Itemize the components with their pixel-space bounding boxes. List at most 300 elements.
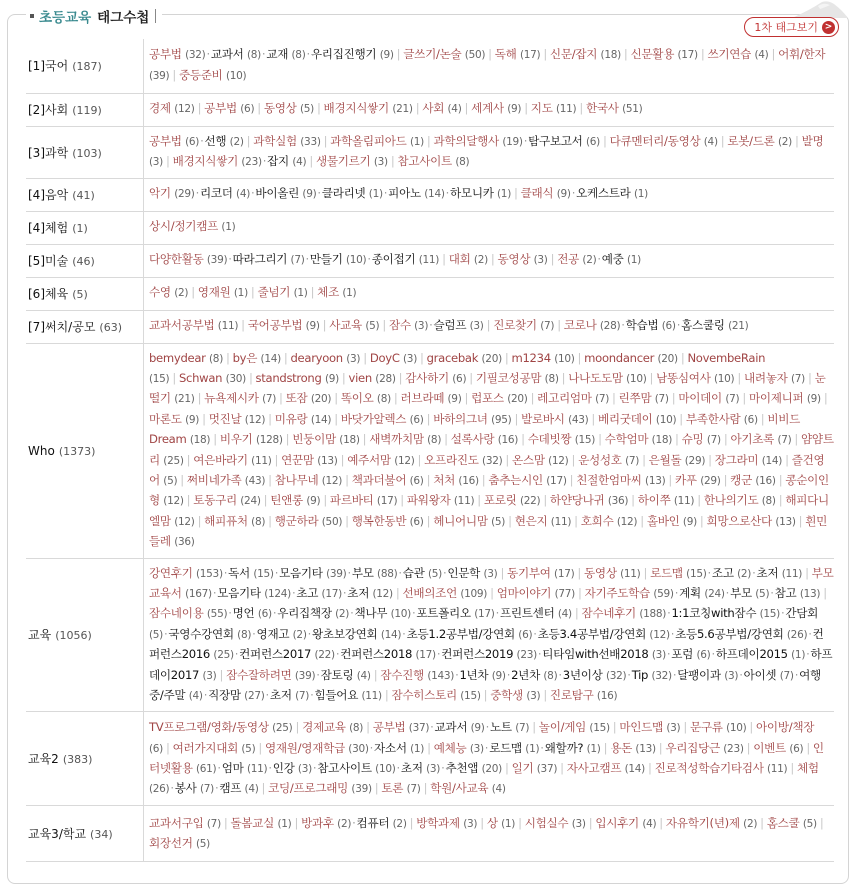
tag-link[interactable]: [397, 154, 469, 168]
tag-link[interactable]: [226, 668, 315, 682]
tag-link[interactable]: [511, 351, 574, 365]
tag-link[interactable]: [690, 720, 746, 734]
tag-link[interactable]: [292, 432, 359, 446]
tag-separator: |: [341, 370, 346, 385]
tag-link[interactable]: [757, 566, 803, 580]
tag-link[interactable]: [550, 47, 621, 61]
tag-link[interactable]: [211, 47, 261, 61]
tag-link[interactable]: [149, 351, 223, 365]
tag-link[interactable]: [521, 186, 571, 200]
tag-link[interactable]: [550, 688, 617, 702]
tag-count: (3): [483, 567, 498, 580]
tag-link[interactable]: [389, 318, 428, 332]
tag-label: 독해: [494, 47, 517, 62]
tag-link[interactable]: [228, 566, 274, 580]
tag-count: (16): [755, 474, 776, 487]
tag-link[interactable]: [568, 371, 646, 385]
tag-link[interactable]: [173, 741, 256, 755]
tag-link[interactable]: [564, 318, 620, 332]
tag-link[interactable]: [537, 391, 609, 405]
tag-link[interactable]: [563, 668, 627, 682]
tag-link[interactable]: [256, 371, 339, 385]
tag-link[interactable]: [416, 606, 494, 620]
category-count: (1056): [55, 629, 92, 643]
tag-link[interactable]: [324, 101, 413, 115]
tag-link[interactable]: [434, 318, 484, 332]
tag-link[interactable]: [173, 154, 262, 168]
tag-link[interactable]: [707, 514, 796, 528]
tag-link[interactable]: [744, 668, 794, 682]
tag-link[interactable]: [204, 514, 265, 528]
category-name[interactable]: [4]음악: [28, 188, 69, 202]
tag-label: 우리집진행기: [310, 47, 377, 62]
tag-link[interactable]: [671, 606, 780, 620]
tag-link[interactable]: [632, 668, 672, 682]
tag-label: 교과서공부법: [149, 318, 215, 333]
tag-link[interactable]: [401, 391, 462, 405]
tag-link[interactable]: [330, 134, 424, 148]
tag-link[interactable]: [753, 741, 803, 755]
tag-link[interactable]: [266, 47, 305, 61]
tag-link[interactable]: [388, 186, 444, 200]
tag-link[interactable]: [175, 781, 214, 795]
tag-link[interactable]: [497, 586, 575, 600]
tag-link[interactable]: [352, 514, 424, 528]
tag-link[interactable]: [233, 351, 281, 365]
category-name[interactable]: [4]체험: [28, 221, 69, 235]
tag-link[interactable]: [149, 720, 292, 734]
tag-label: 경제: [149, 101, 171, 116]
tag-link[interactable]: [275, 473, 342, 487]
category-name[interactable]: 교육2: [28, 752, 59, 767]
tag-link[interactable]: [277, 606, 349, 620]
tag-link[interactable]: [707, 47, 768, 61]
tag-link[interactable]: [200, 186, 250, 200]
tag-link[interactable]: [230, 816, 291, 830]
tag-count: (8): [349, 722, 364, 735]
tag-link[interactable]: [655, 761, 788, 775]
tag-link[interactable]: [550, 493, 628, 507]
tag-link[interactable]: [433, 412, 511, 426]
tag-link[interactable]: [279, 566, 346, 580]
tag-label: 컨퍼런스2018: [340, 647, 413, 662]
tag-separator: |: [345, 472, 349, 487]
tag-link[interactable]: [578, 453, 639, 467]
tag-label: 코로나: [563, 318, 597, 333]
tag-link[interactable]: [219, 781, 258, 795]
tag-link[interactable]: [381, 781, 420, 795]
tag-link[interactable]: [401, 761, 440, 775]
tag-link[interactable]: [341, 412, 424, 426]
tag-link[interactable]: [602, 252, 641, 266]
tag-link[interactable]: [512, 761, 558, 775]
tag-link[interactable]: [391, 688, 480, 702]
tag-link[interactable]: [407, 627, 533, 641]
tag-separator: |: [481, 472, 486, 487]
tag-link[interactable]: [321, 668, 371, 682]
tag-link[interactable]: [586, 101, 642, 115]
tag-link[interactable]: [187, 473, 265, 487]
tag-link[interactable]: [149, 816, 221, 830]
tag-separator: |: [250, 285, 255, 300]
tag-label: 직장맘: [208, 688, 241, 702]
tag-link[interactable]: [372, 252, 439, 266]
tag-link[interactable]: [270, 688, 309, 702]
tag-link[interactable]: [459, 668, 505, 682]
tag-link[interactable]: [584, 351, 678, 365]
tag-link[interactable]: [515, 514, 571, 528]
tag-link[interactable]: [179, 371, 246, 385]
tag-link[interactable]: [581, 514, 637, 528]
tag-link[interactable]: [598, 412, 676, 426]
tag-link[interactable]: [585, 586, 674, 600]
tag-label: 홀바인: [646, 513, 680, 528]
tag-count: (3): [469, 320, 484, 333]
tag-link[interactable]: [749, 391, 821, 405]
tag-link[interactable]: [193, 453, 271, 467]
tag-link[interactable]: [149, 186, 195, 200]
category-name[interactable]: [3]과학: [28, 145, 69, 160]
tag-link[interactable]: [656, 371, 734, 385]
tag-link[interactable]: [198, 285, 248, 299]
tags-cell: [144, 277, 835, 310]
tag-link[interactable]: [434, 134, 523, 148]
tag-link[interactable]: [193, 493, 260, 507]
tag-link[interactable]: [352, 473, 424, 487]
tag-separator: ·: [597, 252, 601, 267]
tag-link[interactable]: [744, 371, 805, 385]
tag-link[interactable]: [255, 186, 316, 200]
tag-link[interactable]: [619, 391, 669, 405]
tag-link[interactable]: [682, 432, 721, 446]
title-label: 태그수첩: [97, 10, 150, 26]
tag-link[interactable]: [576, 186, 648, 200]
tag-count: (37): [408, 722, 430, 735]
tag-link[interactable]: [149, 836, 210, 850]
tag-label: 지도: [530, 101, 553, 116]
tag-link[interactable]: [567, 761, 645, 775]
tag-link[interactable]: [265, 741, 369, 755]
tag-link[interactable]: [775, 586, 821, 600]
tag-separator: |: [571, 452, 576, 467]
tag-link[interactable]: [341, 391, 391, 405]
tag-link[interactable]: [528, 134, 600, 148]
tag-link[interactable]: [605, 432, 672, 446]
tag-link[interactable]: [576, 473, 665, 487]
tag-link[interactable]: [373, 720, 429, 734]
tag-link[interactable]: [149, 219, 235, 233]
tag-link[interactable]: [248, 318, 320, 332]
tag-link[interactable]: [329, 318, 379, 332]
tag-separator: |: [574, 606, 579, 621]
tag-link[interactable]: [403, 566, 442, 580]
category-name[interactable]: [7]써치/공모: [28, 320, 96, 334]
tag-link[interactable]: [402, 586, 487, 600]
tag-link[interactable]: [316, 154, 388, 168]
tag-link[interactable]: [253, 134, 320, 148]
tag-link[interactable]: [595, 816, 656, 830]
tag-link[interactable]: [507, 566, 574, 580]
tag-link[interactable]: [281, 453, 337, 467]
tag-link[interactable]: [678, 391, 739, 405]
category-name[interactable]: [2]사회: [28, 103, 69, 117]
tag-link[interactable]: [451, 432, 518, 446]
tag-link[interactable]: [149, 252, 227, 266]
tag-link[interactable]: [476, 371, 559, 385]
tag-label: 잡지: [267, 154, 289, 168]
tag-link[interactable]: [490, 720, 529, 734]
tag-link[interactable]: [521, 412, 588, 426]
tag-link[interactable]: [233, 252, 305, 266]
tag-link[interactable]: [268, 781, 372, 795]
tag-link[interactable]: [347, 453, 414, 467]
tag-link[interactable]: [649, 453, 705, 467]
tag-link[interactable]: [149, 318, 238, 332]
tag-label: 바이올린: [255, 186, 300, 201]
tag-link[interactable]: [434, 741, 484, 755]
tag-separator: |: [643, 565, 648, 580]
category-name[interactable]: [6]체육: [28, 287, 69, 301]
tag-link[interactable]: [264, 101, 314, 115]
tag-link[interactable]: [267, 154, 306, 168]
tag-link[interactable]: [626, 318, 676, 332]
tag-link[interactable]: [317, 285, 356, 299]
tag-label: 춤추는시인: [488, 472, 543, 487]
tag-separator: ·: [398, 565, 402, 580]
tag-link[interactable]: [149, 412, 199, 426]
first-tag-view-label: 1차 태그보기: [754, 21, 818, 34]
category-name[interactable]: 교육: [28, 628, 52, 643]
tag-link[interactable]: [204, 101, 254, 115]
tag-link[interactable]: [675, 627, 807, 641]
tag-link[interactable]: [149, 134, 199, 148]
tag-link[interactable]: [441, 647, 537, 661]
tag-link[interactable]: [435, 720, 485, 734]
tag-link[interactable]: [704, 493, 776, 507]
tag-label: 문구류: [689, 720, 723, 735]
tag-link[interactable]: [610, 741, 656, 755]
tag-link[interactable]: [671, 647, 710, 661]
tag-link[interactable]: [204, 391, 276, 405]
tag-link[interactable]: [666, 816, 757, 830]
tag-link[interactable]: [538, 627, 670, 641]
tag-link[interactable]: [427, 351, 502, 365]
tag-link[interactable]: [489, 741, 539, 755]
tag-link[interactable]: [433, 514, 505, 528]
tag-separator: ·: [430, 720, 434, 735]
tag-link[interactable]: [403, 47, 485, 61]
tag-link[interactable]: [149, 566, 223, 580]
tag-link[interactable]: [610, 134, 718, 148]
tag-link[interactable]: [584, 566, 640, 580]
tag-link[interactable]: [715, 453, 782, 467]
tag-link[interactable]: [149, 285, 188, 299]
tag-link[interactable]: [450, 186, 511, 200]
tag-separator: |: [807, 370, 812, 385]
tag-link[interactable]: [357, 816, 407, 830]
tag-link[interactable]: [349, 371, 396, 385]
tag-count: (29): [174, 188, 195, 201]
tag-link[interactable]: [679, 586, 725, 600]
tag-link[interactable]: [149, 47, 205, 61]
tag-link[interactable]: [495, 47, 541, 61]
tag-link[interactable]: [312, 627, 401, 641]
tag-link[interactable]: [727, 134, 792, 148]
tag-link[interactable]: [168, 627, 251, 641]
tag-link[interactable]: [712, 566, 751, 580]
tag-link[interactable]: [354, 606, 410, 620]
tag-link[interactable]: [380, 668, 454, 682]
tag-link[interactable]: [487, 816, 515, 830]
tag-label: 해피다니엘맘: [149, 493, 829, 528]
tag-label: 비우기: [219, 432, 253, 447]
tag-link[interactable]: [149, 101, 195, 115]
tag-link[interactable]: [681, 318, 748, 332]
tag-link[interactable]: [179, 68, 246, 82]
tag-link[interactable]: [430, 781, 505, 795]
tag-link[interactable]: [647, 514, 697, 528]
tag-link[interactable]: [273, 761, 312, 775]
tag-separator: |: [469, 370, 473, 385]
tag-link[interactable]: [716, 647, 805, 661]
tag-count: (39): [149, 69, 170, 82]
tag-link[interactable]: [322, 186, 383, 200]
tag-link[interactable]: [542, 647, 666, 661]
tag-link[interactable]: [498, 252, 548, 266]
tag-link[interactable]: [557, 252, 596, 266]
tag-link[interactable]: [416, 816, 477, 830]
tag-count: (10): [346, 254, 367, 267]
tag-link[interactable]: [500, 606, 572, 620]
tag-link[interactable]: [257, 285, 307, 299]
tag-link[interactable]: [677, 668, 738, 682]
tag-link[interactable]: [484, 493, 540, 507]
tag-link[interactable]: [222, 761, 268, 775]
tag-link[interactable]: [545, 741, 601, 755]
tag-link[interactable]: [539, 720, 610, 734]
tag-link[interactable]: [239, 647, 335, 661]
tag-link[interactable]: [369, 432, 441, 446]
tag-link[interactable]: [512, 453, 568, 467]
tag-link[interactable]: [447, 566, 497, 580]
tag-count: (10): [375, 762, 396, 775]
tag-link[interactable]: [686, 412, 758, 426]
tag-link[interactable]: [291, 351, 361, 365]
tag-link[interactable]: [286, 391, 332, 405]
tag-link[interactable]: [471, 101, 521, 115]
category-cell: [26, 310, 144, 343]
tag-count: (50): [321, 515, 343, 528]
tag-link[interactable]: [275, 514, 342, 528]
category-name[interactable]: Who: [28, 443, 55, 458]
tag-link[interactable]: [767, 816, 817, 830]
tag-link[interactable]: [374, 741, 424, 755]
tag-label: 바하의그녀: [433, 411, 488, 426]
tag-link[interactable]: [149, 606, 227, 620]
tag-separator: |: [588, 815, 593, 830]
tag-link[interactable]: [490, 688, 540, 702]
tag-link[interactable]: [433, 473, 479, 487]
tag-count: (1): [409, 135, 424, 148]
tag-link[interactable]: [330, 493, 397, 507]
tag-separator: ·: [808, 626, 812, 641]
tag-link[interactable]: [581, 606, 666, 620]
tag-link[interactable]: [275, 412, 331, 426]
tag-link[interactable]: [317, 761, 395, 775]
tag-count: (6): [585, 135, 600, 148]
tag-link[interactable]: [220, 432, 283, 446]
tag-link[interactable]: [405, 371, 466, 385]
tag-link[interactable]: [315, 688, 382, 702]
tag-link[interactable]: [488, 473, 566, 487]
first-tag-view-button[interactable]: [744, 17, 839, 37]
tag-link[interactable]: [619, 720, 680, 734]
tag-count: (15): [589, 722, 610, 735]
tag-link[interactable]: [730, 586, 769, 600]
tag-separator: ·: [558, 667, 562, 682]
tag-link[interactable]: [528, 432, 595, 446]
tag-link[interactable]: [310, 252, 366, 266]
tag-count: (36): [607, 495, 629, 508]
tag-link[interactable]: [347, 586, 393, 600]
tag-link[interactable]: [675, 473, 721, 487]
tag-separator: |: [279, 391, 283, 406]
category-name[interactable]: 교육3/학교: [28, 827, 87, 842]
tag-link[interactable]: [407, 493, 474, 507]
tag-link[interactable]: [471, 391, 527, 405]
tag-separator: |: [257, 101, 261, 116]
tag-link[interactable]: [270, 493, 320, 507]
tag-link[interactable]: [352, 566, 398, 580]
tag-link[interactable]: [446, 761, 502, 775]
tag-link[interactable]: [730, 432, 791, 446]
tag-link[interactable]: [209, 412, 265, 426]
tag-count: (5): [299, 103, 314, 116]
tag-link[interactable]: [217, 586, 291, 600]
tag-link[interactable]: [257, 627, 307, 641]
category-name[interactable]: [1]국어: [28, 59, 69, 74]
tag-link[interactable]: [301, 816, 351, 830]
tag-link[interactable]: [340, 647, 436, 661]
tag-link[interactable]: [511, 668, 557, 682]
tag-link[interactable]: [311, 47, 394, 61]
tag-link[interactable]: [233, 606, 272, 620]
tag-count: (11): [251, 454, 272, 467]
tag-label: 눈떨기: [149, 370, 826, 406]
tag-link[interactable]: [531, 101, 577, 115]
tag-link[interactable]: [631, 47, 698, 61]
tag-link[interactable]: [525, 816, 586, 830]
tag-link[interactable]: [730, 473, 776, 487]
tag-link[interactable]: [302, 720, 363, 734]
tag-link[interactable]: [204, 134, 243, 148]
tag-link[interactable]: [493, 318, 554, 332]
tag-label: 따라그리기: [232, 252, 288, 267]
tag-link[interactable]: [422, 101, 461, 115]
tag-link[interactable]: [424, 453, 502, 467]
tag-separator: ·: [495, 606, 499, 621]
tag-separator: |: [680, 350, 685, 365]
tag-link[interactable]: [650, 566, 706, 580]
tag-link[interactable]: [370, 351, 417, 365]
tag-link[interactable]: [638, 493, 694, 507]
tag-link[interactable]: [449, 252, 488, 266]
tag-link[interactable]: [296, 586, 342, 600]
category-name[interactable]: [5]미술: [28, 254, 69, 268]
tag-link[interactable]: [665, 741, 743, 755]
tag-count: (1): [501, 817, 516, 830]
tag-link[interactable]: [208, 688, 264, 702]
